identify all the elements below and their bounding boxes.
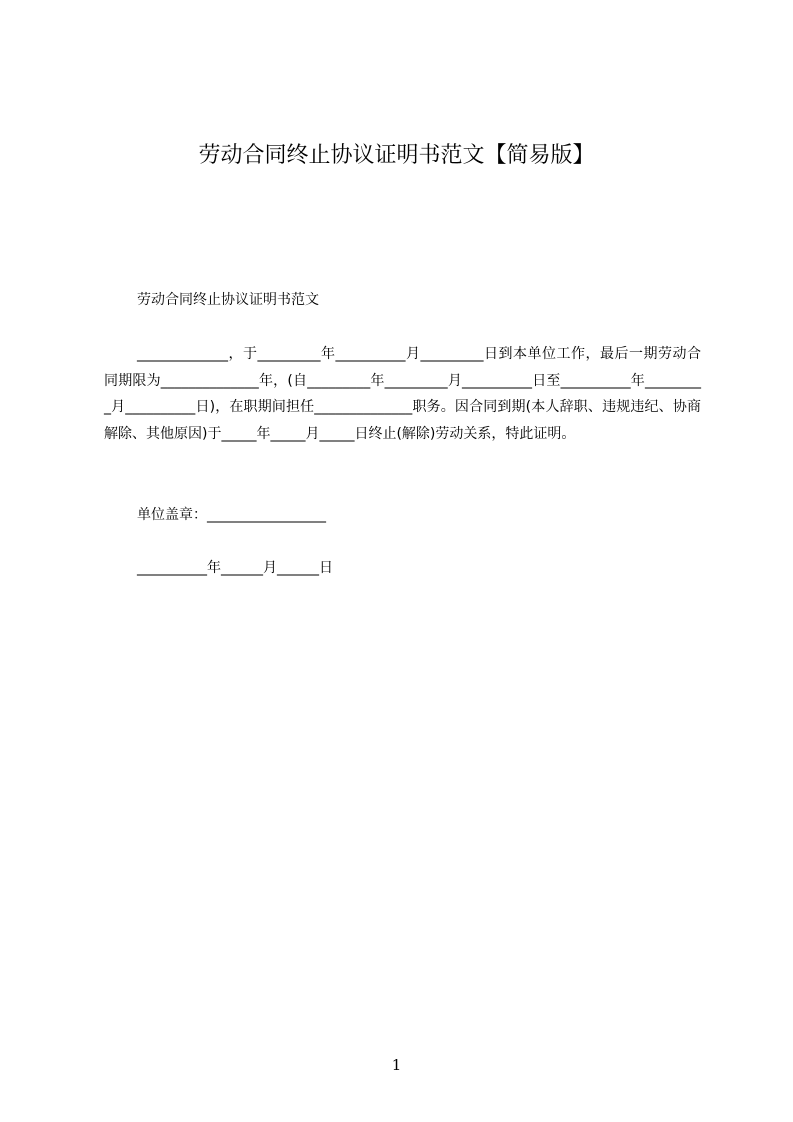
document-title: 劳动合同终止协议证明书范文【简易版】: [198, 143, 595, 168]
date-line: __________年______月______日: [137, 560, 333, 576]
page-number: 1: [391, 1056, 402, 1074]
certificate-body: _____________，于_________年__________月_________日到本单位工作，最后一期劳动合同期限为______________年，(自_________年_________月__________日至__________年_________月__________日)，在职期间担任______________职务。因合同到期(本人辞职、违规违纪、协商解除、其他原因)于_____年_____月_____日终止(解除)劳动关系，特此证明。: [104, 346, 701, 442]
seal-line: 单位盖章：_________________: [137, 507, 326, 523]
document-subtitle: 劳动合同终止协议证明书范文: [137, 292, 319, 308]
